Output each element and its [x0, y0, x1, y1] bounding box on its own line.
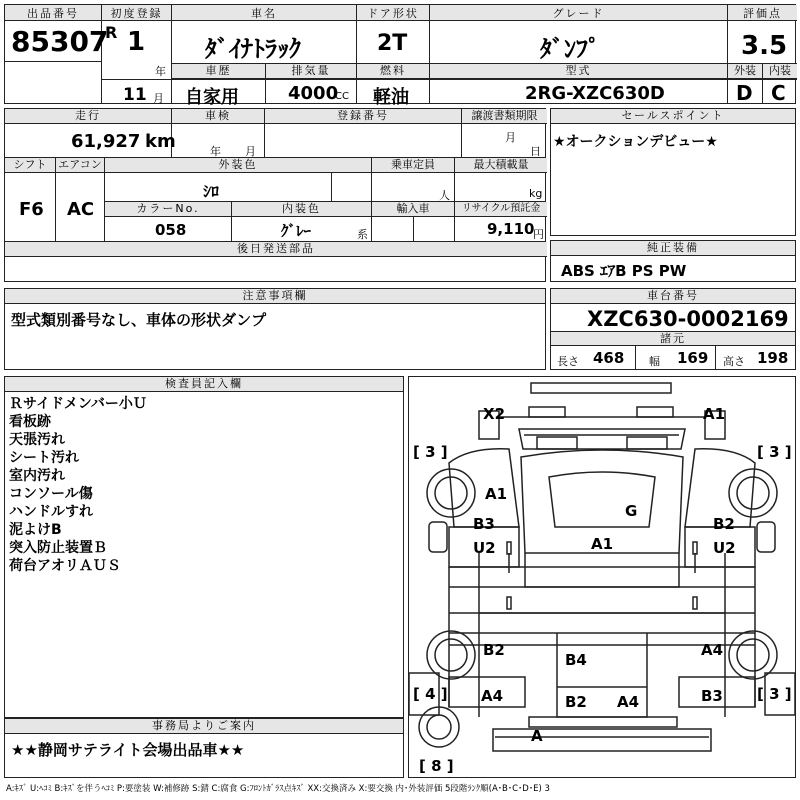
capacity-label: 乗車定員	[372, 158, 454, 173]
mileage-label: 走行	[5, 109, 171, 124]
note-line: 突入防止装置Ｂ	[9, 540, 107, 556]
office-block	[4, 718, 404, 778]
note-line: 荷台アオリＡＵＳ	[9, 558, 121, 574]
reg-no-label: 登録番号	[265, 109, 461, 124]
shift-label: シフト	[5, 158, 55, 173]
exterior-label: 外装	[728, 64, 762, 79]
vehicle-diagram	[408, 376, 796, 778]
tire-tread-front-left: [ 3 ]	[413, 443, 448, 461]
mileage: 61,927	[71, 131, 141, 152]
interior-color: ｸﾞﾚｰ	[281, 222, 312, 240]
damage-mark-x2: X2	[483, 405, 506, 423]
sales-label: セールスポイント	[551, 109, 795, 124]
damage-mark: A4	[617, 693, 640, 711]
displacement-label: 排気量	[266, 64, 356, 79]
recycle-fee: 9,110	[487, 220, 535, 238]
door-type: 2T	[377, 31, 408, 56]
height-label: 高さ	[723, 355, 745, 368]
cc-unit: CC	[335, 91, 349, 102]
lot-number: 85307	[11, 25, 109, 58]
length: 468	[593, 349, 625, 367]
ac-label: エアコン	[56, 158, 104, 173]
header-block	[4, 4, 796, 108]
exterior-grade: D	[736, 81, 753, 105]
transfer-label: 譲渡書類期限	[462, 109, 547, 124]
later-parts-label: 後日発送部品	[5, 242, 547, 257]
damage-mark: U2	[713, 539, 736, 557]
recycle-unit: 円	[533, 228, 544, 241]
car-name-label: 車名	[172, 5, 356, 21]
chassis-number: XZC630-0002169	[587, 307, 789, 331]
transfer-day-unit: 日	[530, 145, 541, 158]
damage-mark: A4	[481, 687, 504, 705]
damage-mark: A	[531, 727, 543, 745]
score-label: 評価点	[728, 5, 797, 21]
month-unit: 月	[153, 92, 164, 105]
history-label: 車歴	[172, 64, 265, 79]
caution-label: 注意事項欄	[5, 289, 545, 304]
damage-mark: A1	[591, 535, 614, 553]
damage-mark: A4	[701, 641, 724, 659]
sales-text: ★オークションデビュー★	[553, 134, 718, 150]
era: R	[105, 23, 118, 42]
shift: F6	[19, 199, 44, 220]
lot-label: 出品番号	[5, 5, 101, 21]
fuel-label: 燃料	[357, 64, 429, 79]
car-name: ﾀﾞｲﾅﾄﾗｯｸ	[205, 35, 301, 63]
chassis-block	[550, 288, 796, 370]
damage-mark: B4	[565, 651, 587, 669]
history: 自家用	[185, 87, 239, 108]
note-line: ハンドルすれ	[9, 504, 93, 520]
length-label: 長さ	[557, 355, 579, 368]
note-line: 泥よけB	[9, 522, 62, 538]
office-text: ★★静岡サテライト会場出品車★★	[11, 741, 245, 759]
note-line: 看板跡	[9, 414, 51, 430]
note-line: シート汚れ	[9, 450, 79, 466]
tire-tread-front-right: [ 3 ]	[757, 443, 792, 461]
damage-mark: U2	[473, 539, 496, 557]
year-unit: 年	[155, 65, 166, 78]
damage-mark: B3	[701, 687, 723, 705]
door-label: ドア形状	[357, 5, 429, 21]
equipment-text: ABS ｴｱB PS PW	[561, 262, 687, 280]
legend: A:ｷｽﾞ U:ﾍｺﾐ B:ｷｽﾞを伴うﾍｺﾐ P:要塗装 W:補修跡 S:錆 C:腐食 G:ﾌﾛﾝﾄｶﾞﾗｽ点ｷｽﾞ XX:交換済み X:要交換 内･外装評価 5段階ﾗﾝｸ順(A･B･C･D･E) 3	[6, 784, 550, 794]
tire-tread-rear-left: [ 4 ]	[413, 685, 448, 703]
score: 3.5	[741, 31, 788, 61]
import-label: 輸入車	[372, 202, 454, 217]
insp-year-unit: 年	[210, 145, 221, 158]
inspector-notes	[9, 395, 147, 575]
insp-month-unit: 月	[245, 145, 256, 158]
truck-outline	[409, 377, 795, 777]
grade: ﾀﾞﾝﾌﾟ	[540, 35, 600, 63]
caution-text: 型式類別番号なし、車体の形状ダンプ	[11, 311, 267, 329]
equipment-block	[550, 240, 796, 282]
capacity-unit: 人	[439, 189, 450, 202]
color-no: 058	[155, 221, 187, 239]
interior-grade: C	[771, 81, 786, 105]
inspector-block	[4, 376, 404, 718]
damage-mark: B2	[713, 515, 735, 533]
damage-mark: A1	[485, 485, 508, 503]
tire-tread-spare: [ 8 ]	[419, 757, 454, 775]
interior-label: 内装	[763, 64, 797, 79]
load-unit: kg	[529, 187, 543, 200]
color-no-label: カラーNo.	[105, 202, 231, 217]
office-label: 事務局よりご案内	[5, 719, 403, 734]
transfer-month-unit: 月	[505, 131, 516, 144]
width-label: 幅	[649, 355, 660, 368]
note-line: Ｒサイドメンバー小Ｕ	[9, 396, 147, 412]
note-line: 天張汚れ	[9, 432, 65, 448]
caution-block	[4, 288, 546, 370]
color-label: 外装色	[105, 158, 371, 173]
note-line: 室内汚れ	[9, 468, 65, 484]
equipment-label: 純正装備	[551, 241, 795, 256]
damage-mark: A1	[703, 405, 726, 423]
reg-year: 1	[127, 27, 146, 57]
height: 198	[757, 349, 789, 367]
ac: AC	[67, 199, 95, 220]
sales-point-block	[550, 108, 796, 236]
width: 169	[677, 349, 709, 367]
interior-color-label: 内装色	[232, 202, 371, 217]
chassis-label: 車台番号	[551, 289, 795, 304]
reg-month: 11	[123, 85, 147, 105]
details-block	[4, 108, 546, 282]
inspector-label: 検査員記入欄	[5, 377, 403, 392]
tire-tread-rear-right: [ 3 ]	[757, 685, 792, 703]
recycle-label: リサイクル預託金	[455, 202, 547, 217]
mileage-unit: km	[145, 131, 176, 152]
note-line: コンソール傷	[9, 486, 93, 502]
damage-mark: B3	[473, 515, 495, 533]
displacement: 4000	[288, 83, 339, 104]
spec-label: 諸元	[551, 332, 795, 346]
damage-mark: B2	[483, 641, 505, 659]
exterior-color: ｼﾛ	[203, 182, 220, 201]
fuel: 軽油	[373, 87, 409, 108]
damage-mark: B2	[565, 693, 587, 711]
load-label: 最大積載量	[455, 158, 547, 173]
damage-mark-g: G	[625, 502, 638, 520]
interior-color-unit: 系	[357, 228, 368, 241]
model-label: 型式	[430, 64, 727, 79]
inspection-label: 車検	[172, 109, 264, 124]
model: 2RG-XZC630D	[525, 83, 665, 104]
first-reg-label: 初度登録	[102, 5, 171, 21]
grade-label: グレード	[430, 5, 727, 21]
